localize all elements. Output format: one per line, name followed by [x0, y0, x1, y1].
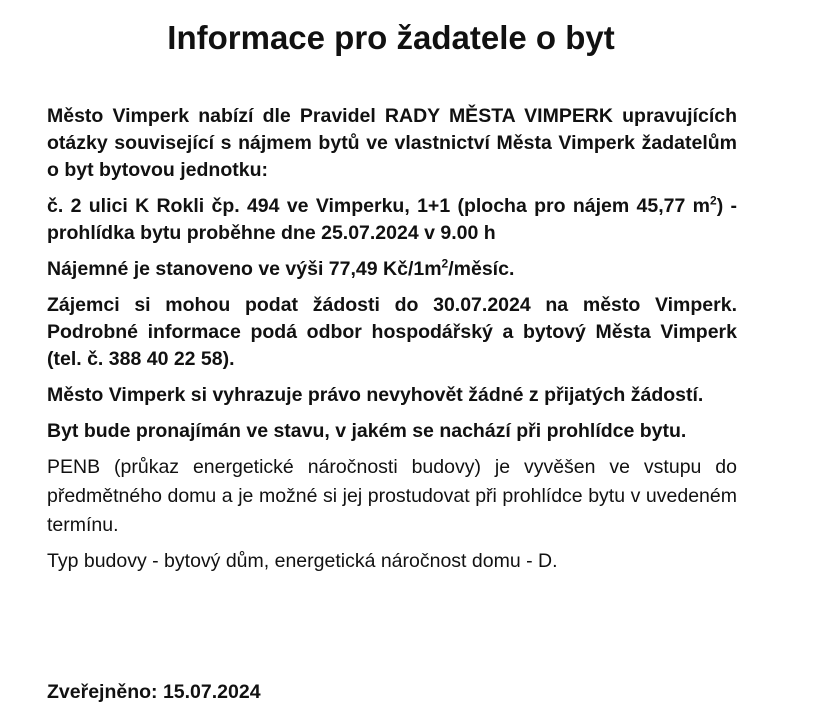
- rent-period: /měsíc.: [448, 258, 515, 280]
- condition-paragraph: Byt bude pronajímán ve stavu, v jakém se nachází při prohlídce bytu.: [47, 420, 687, 442]
- intro-paragraph: Město Vimperk nabízí dle Pravidel RADY MĚSTA VIMPERK upravujících otázky související s nájmem bytů ve vlastnictví Města Vimperk žadatelům o byt bytovou jednotku:: [47, 105, 737, 181]
- published-date: Zveřejněno: 15.07.2024: [47, 681, 261, 703]
- rent-text: Nájemné je stanoveno ve výši 77,49 Kč/1m: [47, 258, 442, 280]
- rent-paragraph: [47, 256, 737, 283]
- square-meter-exponent: 2: [710, 193, 717, 208]
- reservation-paragraph: Město Vimperk si vyhrazuje právo nevyhovět žádné z přijatých žádostí.: [47, 384, 704, 406]
- flat-offer-paragraph: [47, 193, 737, 247]
- flat-offer-viewing: ) - prohlídka bytu proběhne dne 25.07.2024 v 9.00 h: [47, 195, 737, 244]
- document-body: [47, 103, 737, 575]
- building-type-paragraph: Typ budovy - bytový dům, energetická náročnost domu - D.: [47, 550, 558, 572]
- flat-offer-text: č. 2 ulici K Rokli čp. 494 ve Vimperku, 1+1 (plocha pro nájem 45,77 m: [47, 195, 710, 217]
- penb-paragraph: PENB (průkaz energetické náročnosti budovy) je vyvěšen ve vstupu do předmětného domu a je možné si jej prostudovat při prohlídce bytu v uvedeném termínu.: [47, 456, 737, 536]
- rent-square-meter-exponent: 2: [441, 256, 449, 271]
- document-title: Informace pro žadatele o byt: [167, 19, 615, 56]
- applications-paragraph: Zájemci si mohou podat žádosti do 30.07.2024 na město Vimperk. Podrobné informace podá odbor hospodářský a bytový Města Vimperk (tel. č. 388 40 22 58).: [47, 294, 737, 370]
